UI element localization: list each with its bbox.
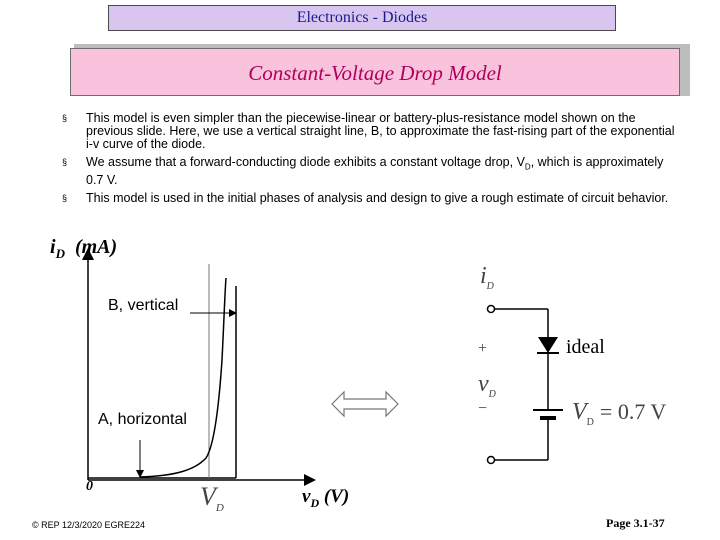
circuit-plus-sign: + xyxy=(478,340,488,357)
vd-graph-label-sub: D xyxy=(215,502,224,515)
x-axis-label xyxy=(302,486,349,511)
circuit-current-main: i xyxy=(480,263,487,289)
y-axis-label-unit: (mA) xyxy=(74,236,118,258)
y-axis-label xyxy=(50,236,117,262)
bullet-text: This model is even simpler than the piecewise-linear or battery-plus-resistance model shown on the previous slide. Here, we use a vertical straight line, B, to approximate the fast-rising part of the exponential i-v curve of the diode. xyxy=(86,111,675,151)
diode-icon xyxy=(538,337,558,353)
circuit-voltage-label xyxy=(478,371,496,400)
x-axis-label-sub: D xyxy=(310,495,320,510)
bullet-text-after: , which is approximately 0.7 V. xyxy=(86,155,664,187)
circuit-current-label xyxy=(480,263,494,292)
vd-graph-label-main: V xyxy=(200,482,216,511)
bullet-marker: § xyxy=(62,113,68,123)
x-axis-label-unit: (V) xyxy=(323,486,350,507)
line-a-label: A, horizontal xyxy=(98,411,187,428)
circuit-bottom-terminal xyxy=(488,457,495,464)
y-axis-label-sub: D xyxy=(55,246,65,261)
slide-title: Constant-Voltage Drop Model xyxy=(248,61,502,85)
bullet-text-before: We assume that a forward-conducting diode exhibits a constant voltage drop, V xyxy=(86,155,525,169)
source-label-value: = 0.7 V xyxy=(599,399,667,424)
source-label xyxy=(572,399,666,428)
vd-graph-label xyxy=(200,482,224,514)
x-axis-label-main: v xyxy=(302,486,311,507)
equivalence-double-arrow xyxy=(332,392,398,416)
bullet-marker: § xyxy=(62,157,68,167)
bullet-text: This model is used in the initial phases of analysis and design to give a rough estimate of circuit behavior. xyxy=(86,190,669,205)
source-label-sub: D xyxy=(586,416,594,428)
circuit-top-terminal xyxy=(488,306,495,313)
footer-copyright: © REP 12/3/2020 EGRE224 xyxy=(32,520,146,530)
bullet-marker: § xyxy=(62,192,68,203)
source-label-main: V xyxy=(572,399,587,425)
bullet-text-sub: D xyxy=(524,162,531,172)
circuit-voltage-sub: D xyxy=(488,388,496,400)
circuit-current-sub: D xyxy=(486,280,494,292)
line-b-label: B, vertical xyxy=(108,297,179,314)
diode-label: ideal xyxy=(566,336,605,358)
circuit-voltage-main: v xyxy=(478,371,489,397)
footer-page-number: Page 3.1-37 xyxy=(606,516,665,530)
header-title: Electronics - Diodes xyxy=(296,9,428,26)
circuit-minus-sign: − xyxy=(478,400,488,417)
origin-label: 0 xyxy=(86,479,93,494)
y-axis-label-main: i xyxy=(50,236,56,258)
